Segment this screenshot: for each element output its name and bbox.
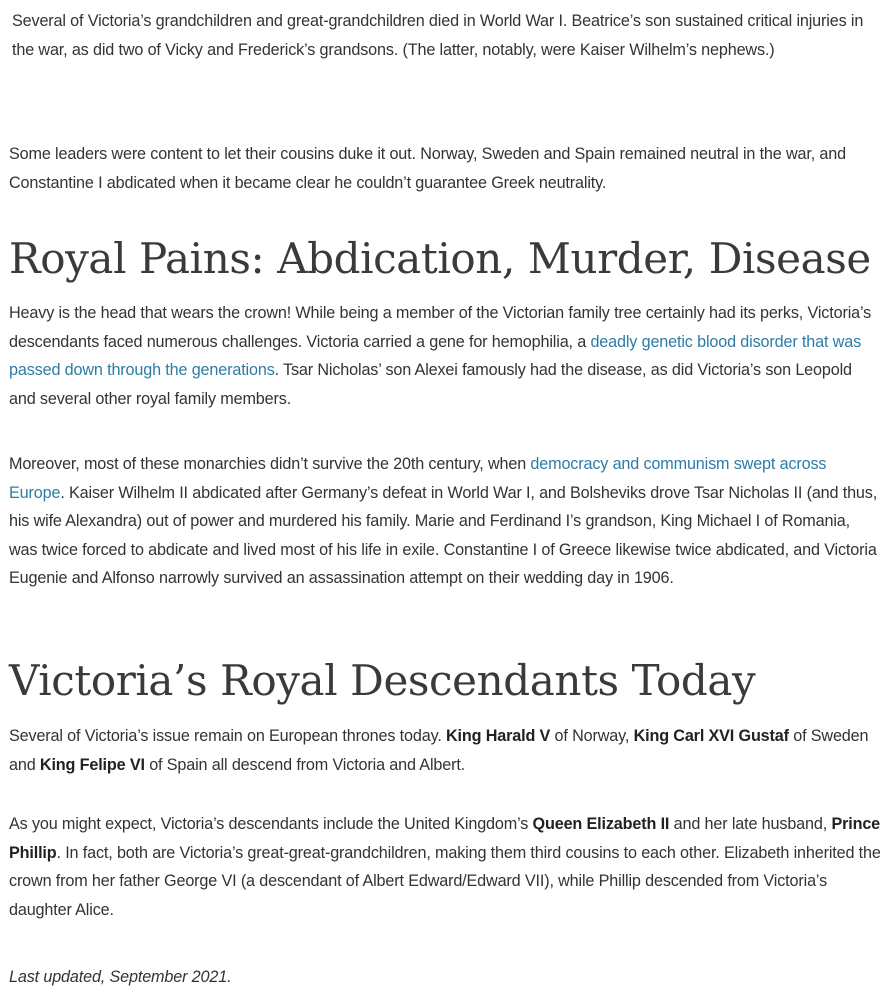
- text-span: Heavy is the head that wears the crown! While being a member of the Victorian family tree certainly had its perks, Victoria’s descendants faced numerous challenges. Victoria carried a gene for hemophilia, a: [9, 304, 872, 351]
- paragraph-neutral-leaders: Some leaders were content to let their cousins duke it out. Norway, Sweden and Spain remained neutral in the war, and Constantine I abdicated when it became clear he couldn’t guarantee Greek neutrality.: [9, 145, 846, 192]
- bold-queen-elizabeth: Queen Elizabeth II: [532, 815, 670, 833]
- bold-king-carl: King Carl XVI Gustaf: [633, 727, 789, 745]
- last-updated-note: Last updated, September 2021.: [9, 968, 232, 986]
- text-span: . Tsar Nicholas’ son Alexei famously had the disease, as did Victoria’s son Leopold and several other royal family members.: [9, 361, 852, 408]
- text-span: Several of Victoria’s issue remain on European thrones today.: [9, 727, 447, 745]
- text-span: . In fact, both are Victoria’s great-great-grandchildren, making them third cousins to each other. Elizabeth inherited the crown from her father George VI (a descendant of Albert Edward/Edward VII), while Phillip descended from Victoria’s daughter Alice.: [9, 843, 881, 919]
- paragraph-uk-royals: [9, 810, 881, 924]
- paragraph-ww1-casualties: Several of Victoria’s grandchildren and great-grandchildren died in World War I. Beatrice’s son sustained critical injuries in the war, as did two of Vicky and Frederick’s grandsons. (The latter, notably, were Kaiser Wilhelm’s nephews.): [12, 12, 864, 59]
- paragraph-current-thrones: [9, 722, 881, 779]
- paragraph-monarchies-fall: [9, 450, 881, 593]
- heading-descendants-today: Victoria’s Royal Descendants Today: [9, 656, 756, 705]
- bold-king-felipe: King Felipe VI: [39, 755, 145, 774]
- text-span: of Sweden and: [9, 727, 869, 774]
- heading-royal-pains: Royal Pains: Abdication, Murder, Disease: [9, 234, 871, 283]
- link-democracy-communism[interactable]: democracy and communism swept across Europe: [9, 455, 827, 502]
- text-span: and her late husband,: [669, 815, 832, 833]
- text-span: of Norway,: [550, 727, 634, 745]
- text-span: of Spain all descend from Victoria and Albert.: [144, 755, 466, 774]
- text-span: Moreover, most of these monarchies didn’t survive the 20th century, when: [9, 455, 531, 473]
- bold-prince-phillip: Prince Phillip: [9, 815, 881, 862]
- text-span: As you might expect, Victoria’s descendants include the United Kingdom’s: [9, 815, 533, 833]
- bold-king-harald: King Harald V: [446, 727, 551, 745]
- text-span: . Kaiser Wilhelm II abdicated after Germany’s defeat in World War I, and Bolsheviks drove Tsar Nicholas II (and thus, his wife Alexandra) out of power and murdered his family. Marie and Ferdinand I’s grandson, King Michael I of Romania, was twice forced to abdicate and lived most of his life in exile. Constantine I of Greece likewise twice abdicated, and Victoria Eugenie and Alfonso narrowly survived an assassination attempt on their wedding day in 1906.: [9, 483, 878, 587]
- paragraph-hemophilia: [9, 299, 881, 413]
- link-blood-disorder[interactable]: deadly genetic blood disorder that was passed down through the generations: [9, 332, 862, 379]
